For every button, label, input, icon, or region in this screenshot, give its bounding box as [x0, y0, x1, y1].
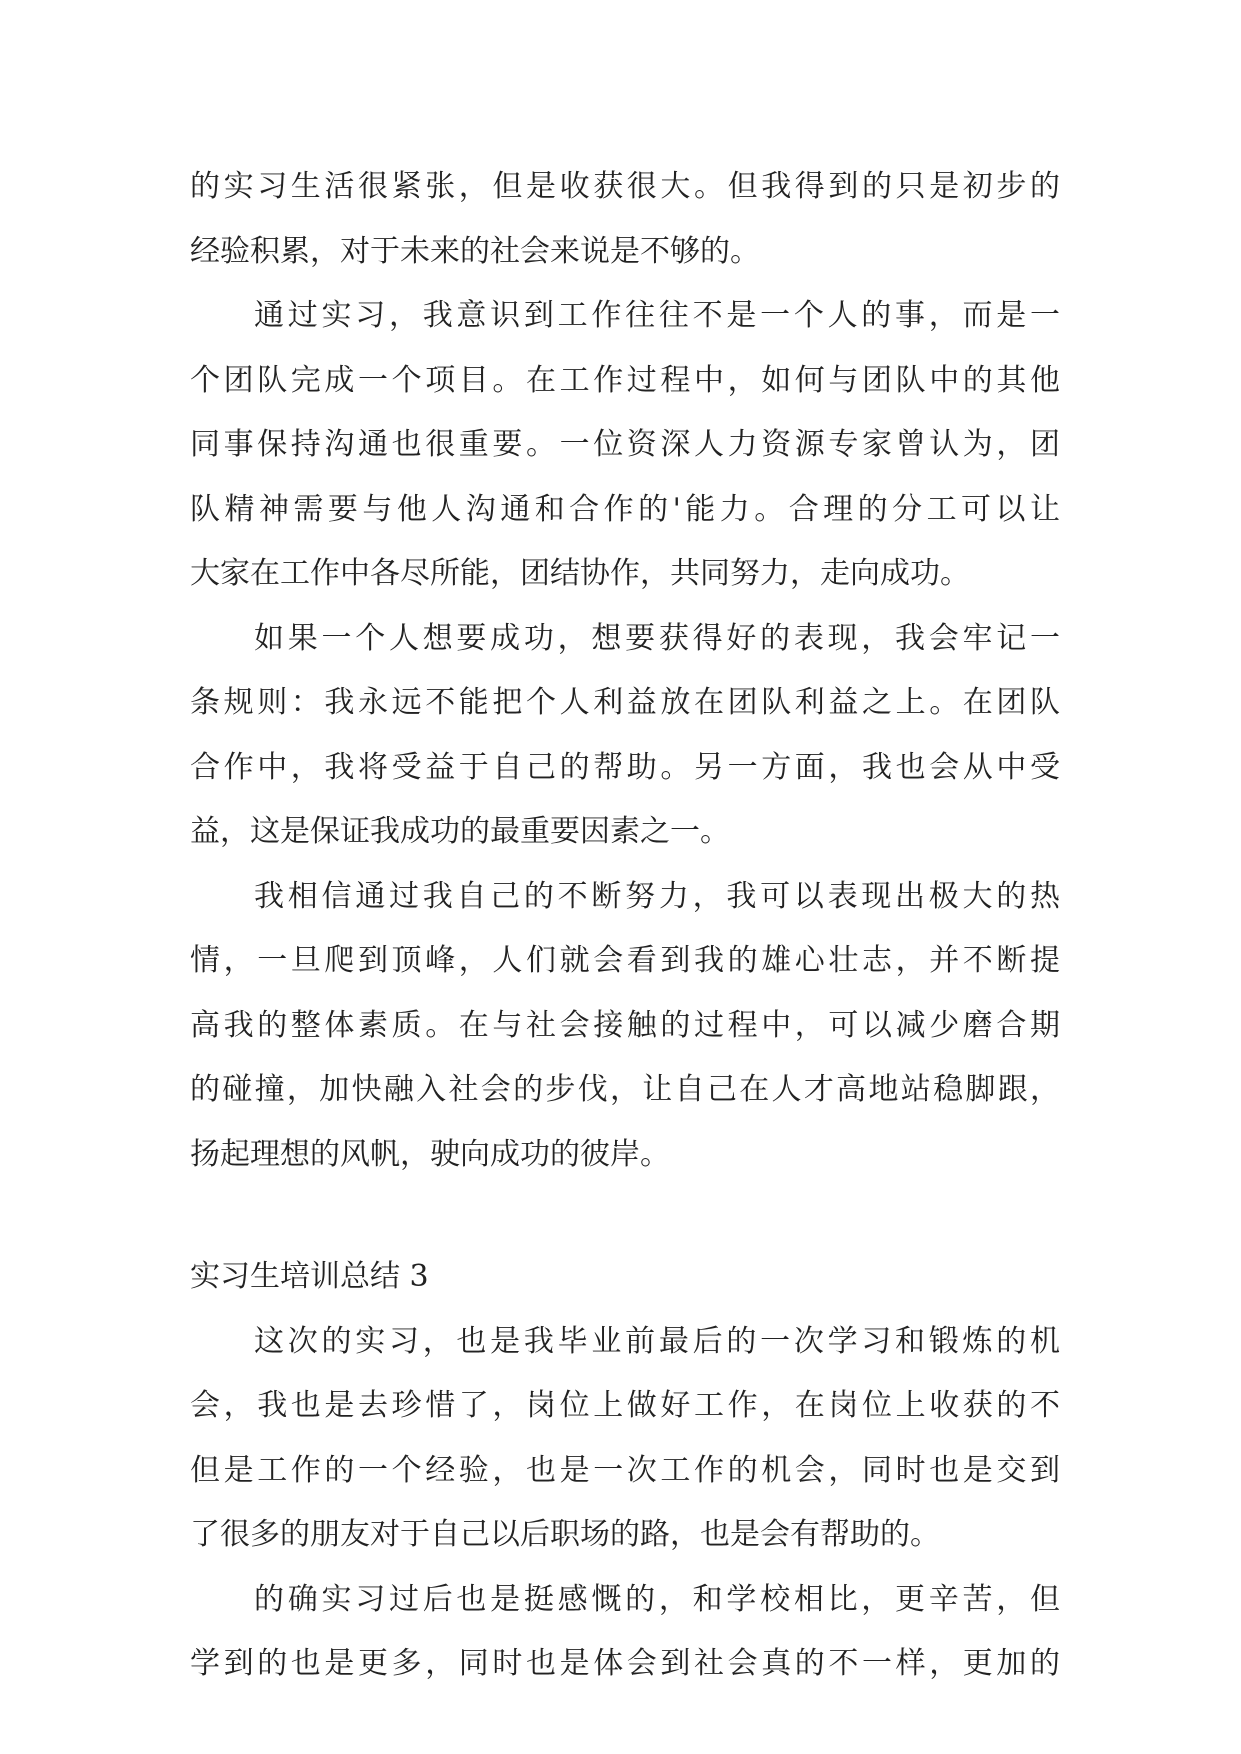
text-line: 的实习生活很紧张，但是收获很大。但我得到的只是初步的: [190, 169, 1060, 204]
text-line: 如果一个人想要成功，想要获得好的表现，我会牢记一: [254, 620, 1060, 656]
text-line: 这次的实习，也是我毕业前最后的一次学习和锻炼的机: [254, 1323, 1060, 1359]
text-line: 了很多的朋友对于自己以后职场的路，也是会有帮助的。: [190, 1517, 940, 1552]
paragraph: [190, 607, 1060, 865]
text-line: 会，我也是去珍惜了，岗位上做好工作，在岗位上收获的不: [190, 1388, 1060, 1423]
text-line: 我相信通过我自己的不断努力，我可以表现出极大的热: [254, 878, 1060, 914]
text-line: 的确实习过后也是挺感慨的，和学校相比，更辛苦，但: [254, 1581, 1060, 1617]
text-line: 高我的整体素质。在与社会接触的过程中，可以减少磨合期: [190, 1007, 1060, 1043]
paragraph: [190, 865, 1060, 1188]
text-line: 但是工作的一个经验，也是一次工作的机会，同时也是交到: [190, 1452, 1060, 1488]
text-line: 益，这是保证我成功的最重要因素之一。: [190, 814, 730, 849]
paragraph: [190, 1310, 1060, 1568]
text-line: 大家在工作中各尽所能，团结协作，共同努力，走向成功。: [190, 556, 970, 591]
text-line: 经验积累，对于未来的社会来说是不够的。: [190, 233, 760, 269]
text-line: 情，一旦爬到顶峰，人们就会看到我的雄心壮志，并不断提: [190, 943, 1060, 978]
text-line: 个团队完成一个项目。在工作过程中，如何与团队中的其他: [190, 362, 1060, 398]
document-body: [190, 155, 1060, 1697]
text-line: 合作中，我将受益于自己的帮助。另一方面，我也会从中受: [190, 749, 1060, 785]
text-line: 通过实习，我意识到工作往往不是一个人的事，而是一: [254, 298, 1060, 333]
text-line: 学到的也是更多，同时也是体会到社会真的不一样，更加的: [190, 1646, 1060, 1681]
text-line: 的碰撞，加快融入社会的步伐，让自己在人才高地站稳脚跟，: [190, 1072, 1060, 1107]
text-line: 队精神需要与他人沟通和合作的'能力。合理的分工可以让: [190, 491, 1060, 527]
paragraph: [190, 155, 1060, 284]
text-line: 扬起理想的风帆，驶向成功的彼岸。: [190, 1136, 670, 1172]
text-line: 同事保持沟通也很重要。一位资深人力资源专家曾认为，团: [190, 427, 1060, 462]
paragraph: [190, 284, 1060, 607]
section-heading: 实习生培训总结 3: [190, 1259, 429, 1294]
paragraph: [190, 1568, 1060, 1697]
text-line: 条规则：我永远不能把个人利益放在团队利益之上。在团队: [190, 685, 1060, 720]
